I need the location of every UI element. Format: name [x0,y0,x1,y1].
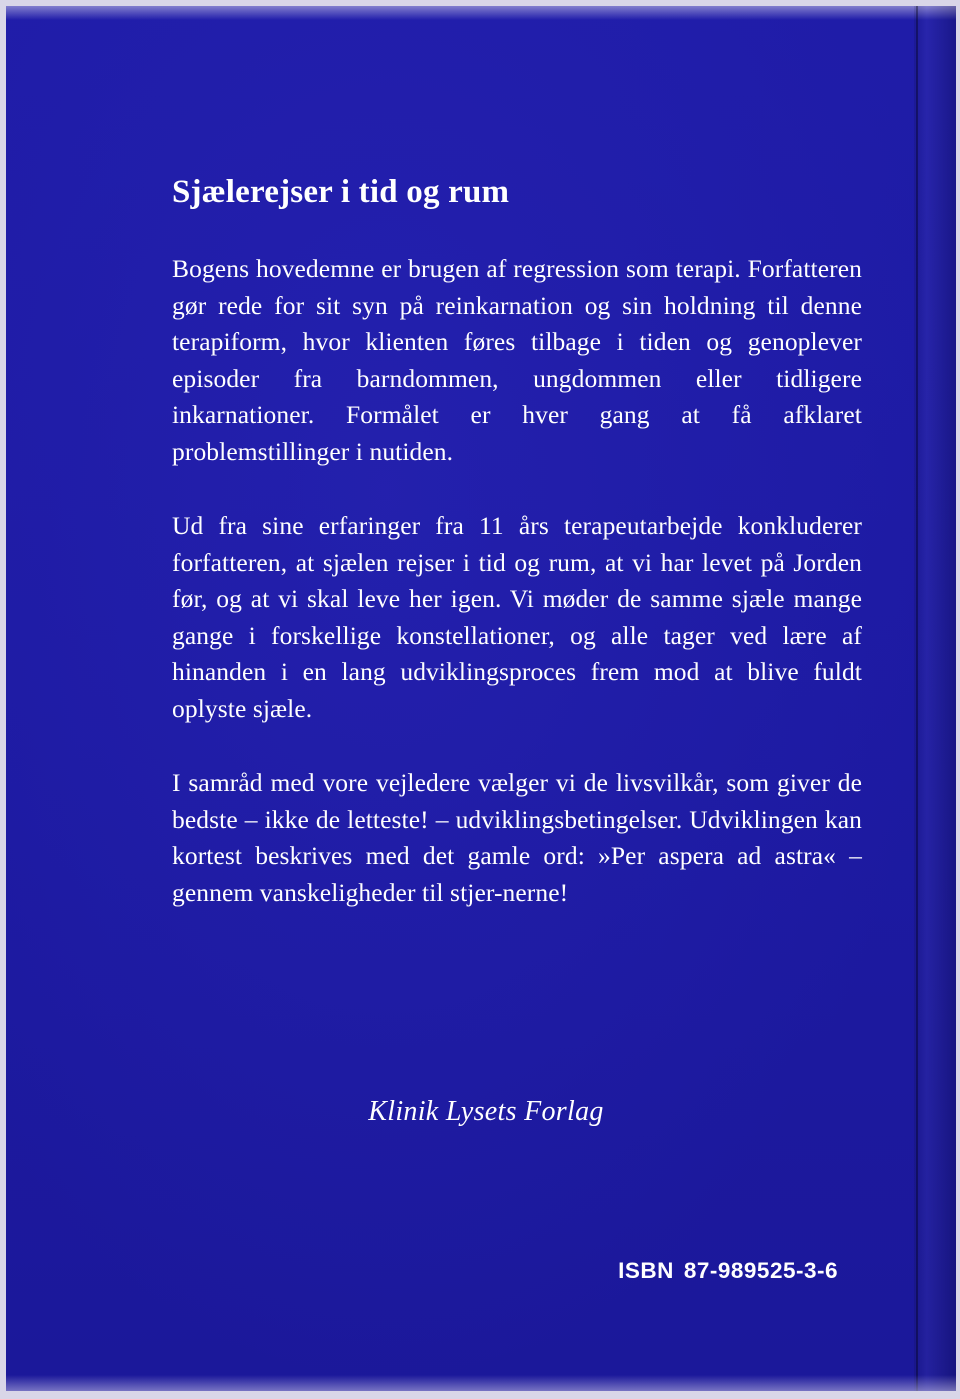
blurb-paragraph-1: Bogens hovedemne er brugen af regression som terapi. Forfatteren gør rede for sit syn på reinkarnation og sin holdning til denne terapiform, hvor klienten føres tilbage i tiden og genoplever episoder fra barndommen, ungdommen eller tidligere inkarnationer. Formålet er hver gang at få afklaret problemstillinger i nutiden. [172,254,862,466]
book-title: Sjælerejser i tid og rum [172,174,510,210]
isbn-label: ISBN [618,1258,674,1283]
isbn [618,1258,838,1284]
cover-edge-wear-bottom [6,1375,956,1391]
blurb-paragraph-3: I samråd med vore vejledere vælger vi de livsvilkår, som giver de bedste – ikke de letteste! – udviklingsbetingelser. Udviklingen kan kortest beskrives med det gamle ord: »Per aspera ad astra« – gennem vanskeligheder til stjer-nerne! [172,768,862,907]
publisher-name: Klinik Lysets Forlag [368,1096,604,1127]
spine-fold-line [916,6,918,1391]
blurb-paragraph-2: Ud fra sine erfaringer fra 11 års terapeutarbejde konkluderer forfatteren, at sjælen rejser i tid og rum, at vi har levet på Jorden før, og at vi skal leve her igen. Vi møder de samme sjæle mange gange i forskellige konstellationer, og alle tager ved lære af hinanden i en lang udviklingsproces frem mod at blive fuldt oplyste sjæle. [172,511,862,723]
spine-edge [914,6,956,1391]
blurb-text-block [168,174,862,947]
cover-edge-wear-top [6,6,956,20]
isbn-number: 87-989525-3-6 [683,1258,838,1283]
